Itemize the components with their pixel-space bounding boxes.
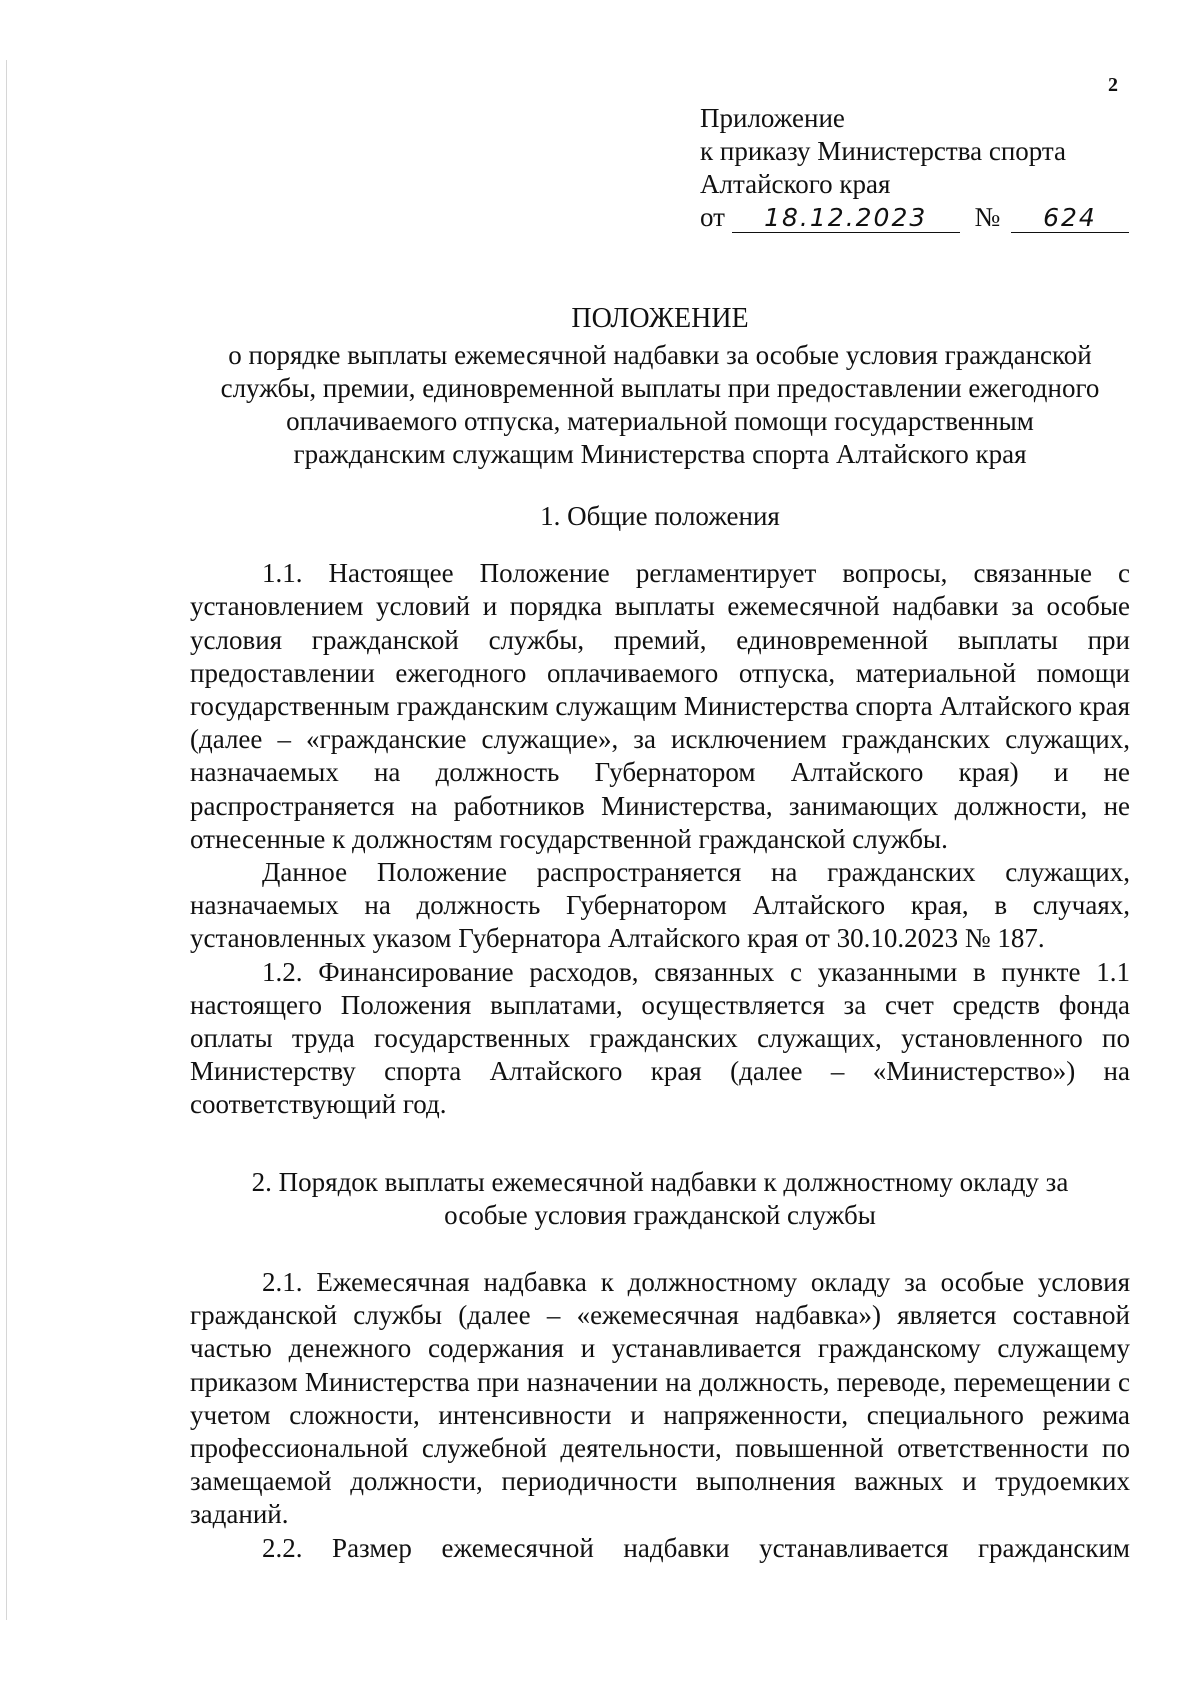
document-title: ПОЛОЖЕНИЕ — [571, 303, 749, 334]
handwritten-number: 624 — [1011, 204, 1129, 233]
section-2-heading — [190, 1166, 1130, 1232]
section-2-heading-line-1: 2. Порядок выплаты ежемесячной надбавки к должностному окладу за — [251, 1166, 1069, 1197]
paragraph-2-1: 2.1. Ежемесячная надбавка к должностному окладу за особые условия гражданской службы (далее – «ежемесячная надбавка») является составной частью денежного содержания и устанавливается гражданскому служащему приказом Министерства при назначении на должность, переводе, перемещении с учетом сложности, интенсивности и напряженности, специального режима профессиональной служебной деятельности, повышенной ответственности по замещаемой должности, периодичности выполнения важных и трудоемких заданий. — [190, 1267, 1130, 1530]
page-number: 2 — [1108, 74, 1118, 96]
appendix-line-3: Алтайского края — [700, 169, 891, 199]
paragraph-2-2: 2.2. Размер ежемесячной надбавки устанавливается гражданским — [262, 1532, 1130, 1563]
title-subline-4: гражданским служащим Министерства спорта Алтайского края — [293, 439, 1027, 469]
number-sign: № — [974, 202, 1001, 232]
title-subline-2: службы, премии, единовременной выплаты при предоставлении ежегодного — [220, 373, 1100, 403]
appendix-block — [700, 102, 1140, 234]
document-body — [190, 500, 1130, 1565]
document-title-block — [190, 302, 1130, 471]
appendix-date-row — [700, 201, 1140, 234]
title-subline-3: оплачиваемого отпуска, материальной помощи государственным — [286, 406, 1034, 436]
appendix-line-2: к приказу Министерства спорта — [700, 136, 1067, 166]
scan-edge-line — [6, 60, 7, 1620]
section-2-heading-line-2: особые условия гражданской службы — [444, 1199, 876, 1230]
date-prefix: от — [700, 202, 725, 232]
section-1-heading: 1. Общие положения — [540, 501, 780, 531]
handwritten-date: 18.12.2023 — [732, 204, 960, 233]
title-subline-1: о порядке выплаты ежемесячной надбавки за особые условия гражданской — [228, 340, 1092, 370]
appendix-line-1: Приложение — [700, 103, 845, 133]
paragraph-1-2: 1.2. Финансирование расходов, связанных с указанными в пункте 1.1 настоящего Положения выплатами, осуществляется за счет средств фонда оплаты труда государственных гражданских служащих, установленного по Министерству спорта Алтайского края (далее – «Министерство») на соответствующий год. — [190, 956, 1130, 1120]
paragraph-1-1-addendum: Данное Положение распространяется на гражданских служащих, назначаемых на должность Губернатором Алтайского края, в случаях, установленных указом Губернатора Алтайского края от 30.10.2023 № 187. — [190, 857, 1130, 954]
paragraph-1-1: 1.1. Настоящее Положение регламентирует вопросы, связанные с установлением условий и порядка выплаты ежемесячной надбавки за особые условия гражданской службы, премий, единовременной выплаты при предоставлении ежегодного оплачиваемого отпуска, материальной помощи государственным гражданским служащим Министерства спорта Алтайского края (далее – «гражданские служащие», за исключением гражданских служащих, назначаемых на должность Губернатором Алтайского края) и не распространяется на работников Министерства, занимающих должности, не отнесенные к должностям государственной гражданской службы. — [190, 558, 1130, 854]
